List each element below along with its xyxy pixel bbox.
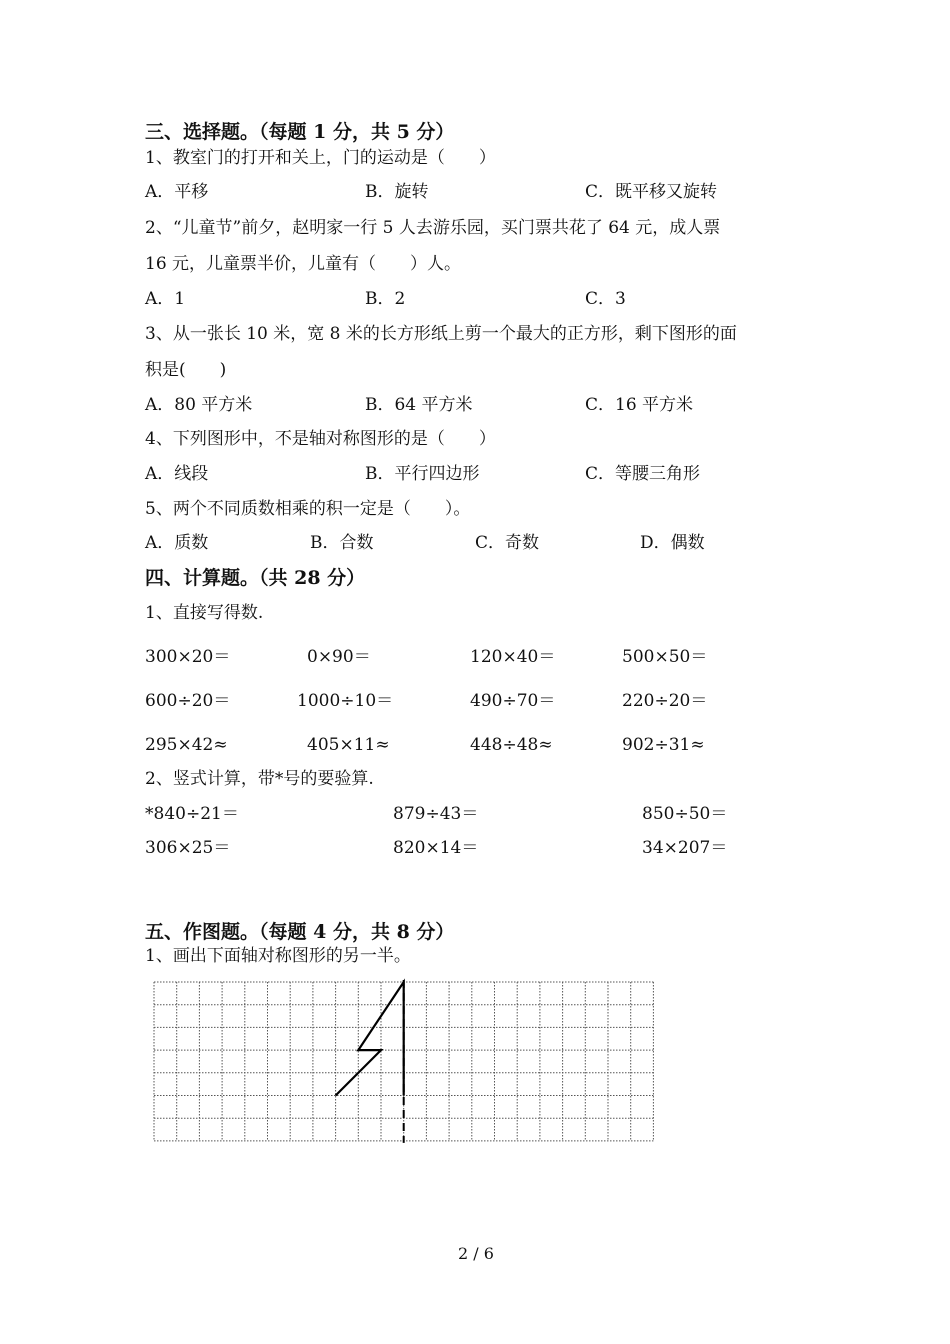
question-4-1-title: 1、直接写得数. [145,603,264,623]
option-a: A．线段 [145,464,209,484]
option-a: A．质数 [145,533,209,553]
direct-calc-item: 295×42≈ [145,735,228,755]
direct-calc-item: 448÷48≈ [470,735,553,755]
option-a: A．80 平方米 [145,395,253,415]
section-5-heading: 五、作图题。（每题 4 分，共 8 分） [145,921,455,943]
vertical-calc-item: 820×14＝ [393,838,479,858]
direct-calc-item: 220÷20＝ [622,691,708,711]
direct-calc-item: 500×50＝ [622,647,708,667]
question-3-2-stem-line1: 2、“儿童节”前夕，赵明家一行 5 人去游乐园，买门票共花了 64 元，成人票 [145,218,721,238]
option-c: C．等腰三角形 [585,464,701,484]
vertical-calc-item: 850÷50＝ [642,804,728,824]
vertical-calc-item: *840÷21＝ [145,804,239,824]
question-3-4-stem: 4、下列图形中，不是轴对称图形的是（ ） [145,429,496,449]
direct-calc-item: 120×40＝ [470,647,556,667]
option-d: D．偶数 [640,533,705,553]
direct-calc-item: 600÷20＝ [145,691,231,711]
vertical-calc-item: 34×207＝ [642,838,728,858]
option-c: C．3 [585,289,626,309]
option-b: B．64 平方米 [365,395,473,415]
half-figure [336,982,404,1096]
question-3-1-stem: 1、教室门的打开和关上，门的运动是（ ） [145,148,496,168]
option-b: B．合数 [310,533,374,553]
question-3-3-stem-line2: 积是( ) [145,360,227,380]
direct-calc-item: 902÷31≈ [622,735,705,755]
question-4-2-title: 2、竖式计算，带*号的要验算. [145,769,374,789]
direct-calc-item: 300×20＝ [145,647,231,667]
direct-calc-item: 1000÷10＝ [297,691,394,711]
option-a: A．1 [145,289,186,309]
option-c: C．16 平方米 [585,395,694,415]
section-4-heading: 四、计算题。（共 28 分） [145,567,366,589]
question-5-1-stem: 1、画出下面轴对称图形的另一半。 [145,946,411,966]
option-b: B．旋转 [365,182,429,202]
direct-calc-item: 490÷70＝ [470,691,556,711]
direct-calc-item: 0×90＝ [307,647,371,667]
symmetry-grid-figure [150,978,660,1144]
option-b: B．2 [365,289,406,309]
option-c: C．奇数 [475,533,540,553]
vertical-calc-item: 879÷43＝ [393,804,479,824]
page-number: 2 / 6 [458,1244,494,1263]
question-3-5-stem: 5、两个不同质数相乘的积一定是（ ）。 [145,499,471,519]
section-3-heading: 三、选择题。（每题 1 分，共 5 分） [145,121,455,143]
question-3-2-stem-line2: 16 元，儿童票半价，儿童有（ ）人。 [145,254,462,274]
direct-calc-item: 405×11≈ [307,735,390,755]
question-3-3-stem-line1: 3、从一张长 10 米，宽 8 米的长方形纸上剪一个最大的正方形，剩下图形的面 [145,324,737,344]
option-c: C．既平移又旋转 [585,182,718,202]
vertical-calc-item: 306×25＝ [145,838,231,858]
option-b: B．平行四边形 [365,464,480,484]
option-a: A．平移 [145,182,209,202]
